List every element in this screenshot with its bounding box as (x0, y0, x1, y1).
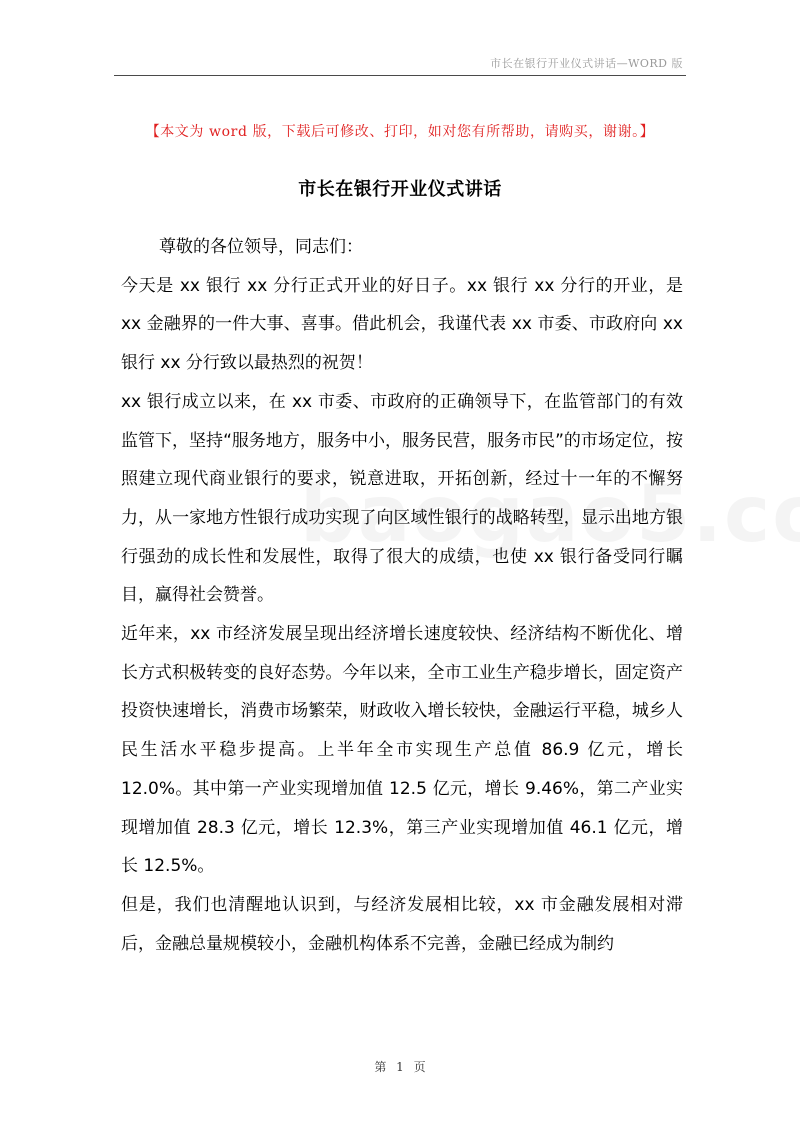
document-title: 市长在银行开业仪式讲话 (298, 179, 502, 200)
paragraph-3: 近年来，xx 市经济发展呈现出经济增长速度较快、经济结构不断优化、增长方式积极转变的良好态势。今年以来，全市工业生产稳步增长，固定资产投资快速增长，消费市场繁荣，财政收入增长较快，金融运行平稳，城乡人民生活水平稳步提高。上半年全市实现生产总值 86.9 亿元，增长 12.0%。其中第一产业实现增加值 12.5 亿元，增长 9.46%，第二产业实现增加值 28.3 亿元，增长 12.3%，第三产业实现增加值 46.1 亿元，增长 12.5%。 (121, 624, 683, 877)
header-divider (114, 75, 686, 76)
paragraph-2: xx 银行成立以来，在 xx 市委、市政府的正确领导下，在监管部门的有效监管下，坚持“服务地方，服务中小，服务民营，服务市民”的市场定位，按照建立现代商业银行的要求，锐意进取，开拓创新，经过十一年的不懈努力，从一家地方性银行成功实现了向区域性银行的战略转型，显示出地方银行强劲的成长性和发展性，取得了很大的成绩，也使 xx 银行备受同行瞩目，赢得社会赞誉。 (121, 391, 683, 606)
document-body (121, 228, 683, 963)
purchase-notice: 【本文为 word 版，下载后可修改、打印，如对您有所帮助，请购买，谢谢。】 (145, 124, 655, 140)
paragraph-1: 今天是 xx 银行 xx 分行正式开业的好日子。xx 银行 xx 分行的开业，是 xx 金融界的一件大事、喜事。借此机会，我谨代表 xx 市委、市政府向 xx 银行 xx 分行致以最热烈的祝贺！ (121, 275, 683, 374)
page-number: 第 1 页 (374, 1060, 426, 1074)
paragraph-4: 但是，我们也清醒地认识到，与经济发展相比较，xx 市金融发展相对滞后，金融总量规模较小，金融机构体系不完善，金融已经成为制约 (121, 894, 683, 954)
salutation: 尊敬的各位领导，同志们： (159, 237, 363, 257)
running-header: 市长在银行开业仪式讲话—WORD 版 (490, 57, 683, 70)
